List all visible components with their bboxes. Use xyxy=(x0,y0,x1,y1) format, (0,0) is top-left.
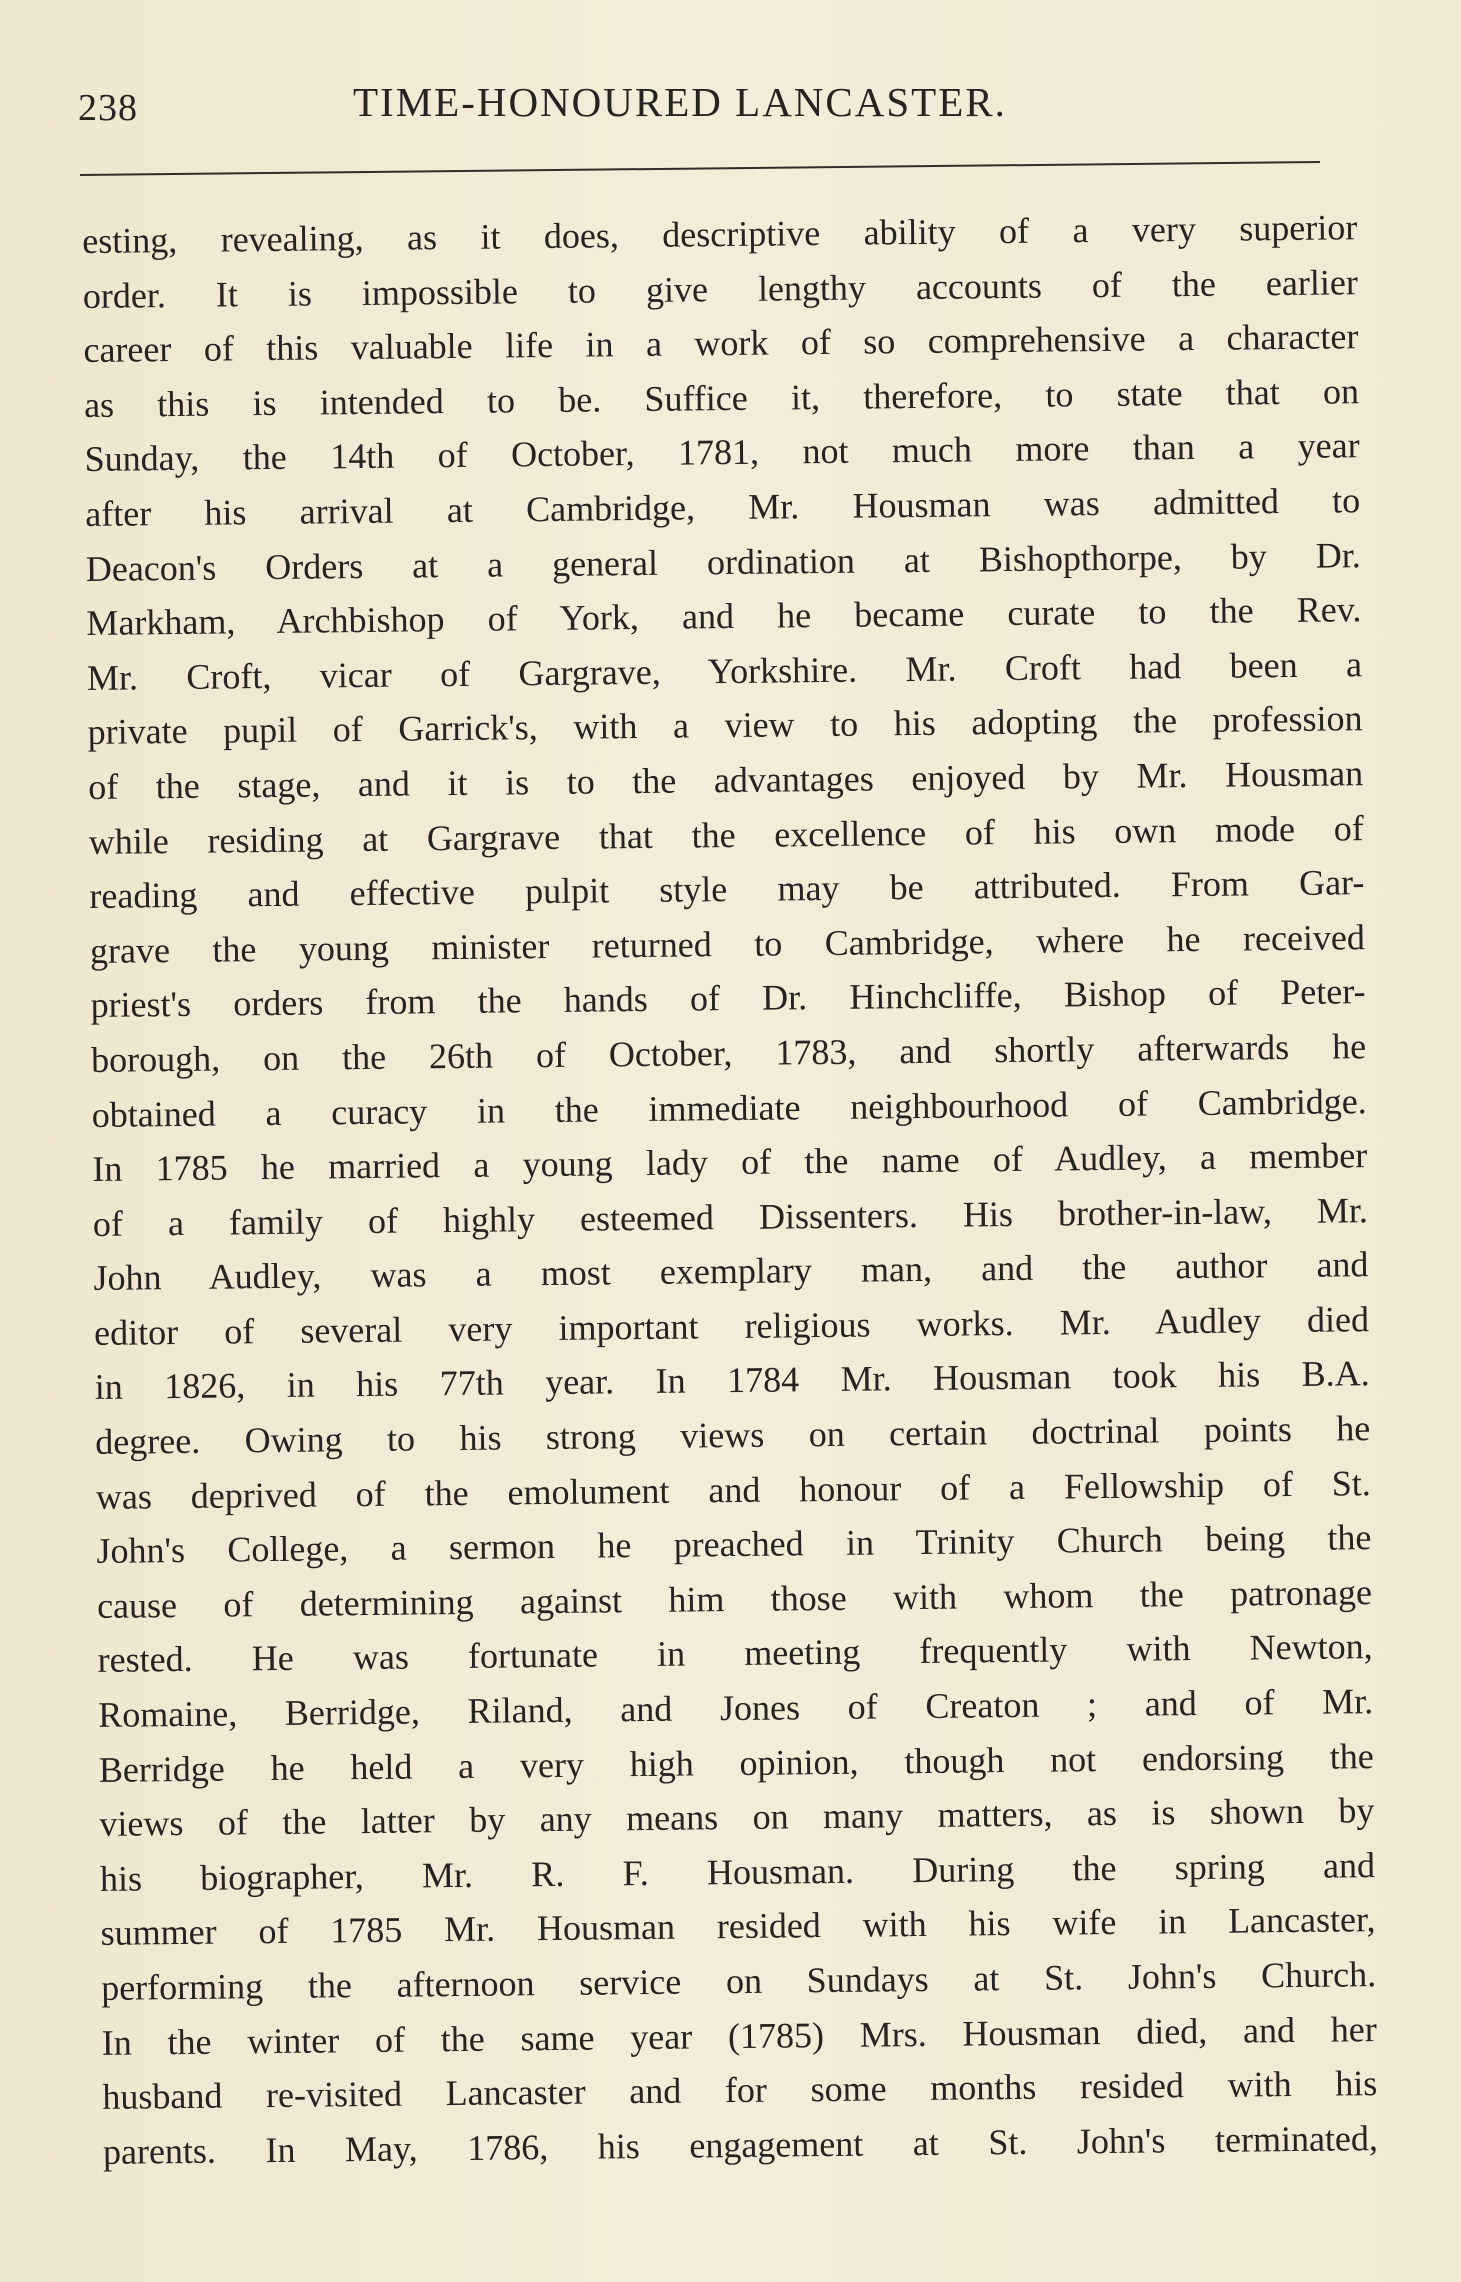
page-number: 238 xyxy=(78,87,138,129)
text-line: In 1785 he married a young lady of the name of Audley, a member xyxy=(92,1135,1368,1190)
running-title: TIME-HONOURED LANCASTER. xyxy=(353,79,1007,125)
text-line: as this is intended to be. Suffice it, therefore, to state that on xyxy=(83,370,1360,425)
text-line: grave the young minister returned to Cambridge, where he received xyxy=(89,916,1366,971)
text-line: reading and effective pulpit style may be attributed. From Gar- xyxy=(89,862,1365,917)
text-line: career of this valuable life in a work of so comprehensive a character xyxy=(83,316,1359,371)
text-line: John Audley, was a most exemplary man, and the author and xyxy=(93,1244,1369,1299)
body-text xyxy=(82,200,1378,2179)
text-line: obtained a curacy in the immediate neighbourhood of Cambridge. xyxy=(91,1080,1367,1135)
text-line: views of the latter by any means on many matters, as is shown by xyxy=(99,1790,1375,1845)
text-line: after his arrival at Cambridge, Mr. Housman was admitted to xyxy=(85,480,1361,534)
text-line: order. It is impossible to give lengthy accounts of the earlier xyxy=(82,261,1359,316)
text-line: cause of determining against him those with whom the patronage xyxy=(96,1571,1373,1626)
text-line: performing the afternoon service on Sundays at St. John's Church. xyxy=(100,1954,1377,2008)
text-line: private pupil of Garrick's, with a view to his adopting the profession xyxy=(87,698,1363,753)
text-line: Romaine, Berridge, Riland, and Jones of Creaton ; and of Mr. xyxy=(98,1681,1374,1735)
text-line: of the stage, and it is to the advantages enjoyed by Mr. Housman xyxy=(87,753,1364,807)
page-header xyxy=(78,68,1338,138)
text-line: borough, on the 26th of October, 1783, and shortly afterwards he xyxy=(90,1026,1367,1080)
text-line: of a family of highly esteemed Dissenters. His brother-in-law, Mr. xyxy=(92,1189,1369,1244)
text-line: Deacon's Orders at a general ordination at Bishopthorpe, by Dr. xyxy=(85,534,1361,589)
text-line: Sunday, the 14th of October, 1781, not much more than a year xyxy=(84,425,1360,480)
text-line: John's College, a sermon he preached in Trinity Church being the xyxy=(96,1517,1372,1572)
text-line: Mr. Croft, vicar of Gargrave, Yorkshire. Mr. Croft had been a xyxy=(86,643,1363,698)
text-line: esting, revealing, as it does, descriptive ability of a very superior xyxy=(82,207,1358,261)
text-line: his biographer, Mr. R. F. Housman. During the spring and xyxy=(99,1844,1376,1899)
text-line: was deprived of the emolument and honour of a Fellowship of St. xyxy=(95,1462,1372,1517)
text-line: in 1826, in his 77th year. In 1784 Mr. Housman took his B.A. xyxy=(94,1353,1370,1408)
text-line: husband re-visited Lancaster and for some months resided with his xyxy=(102,2063,1378,2118)
text-line: priest's orders from the hands of Dr. Hinchcliffe, Bishop of Peter- xyxy=(90,971,1366,1026)
text-line: Markham, Archbishop of York, and he became curate to the Rev. xyxy=(86,589,1362,644)
header-rule xyxy=(80,161,1320,176)
text-line: In the winter of the same year (1785) Mrs. Housman died, and her xyxy=(101,2008,1377,2063)
text-line: rested. He was fortunate in meeting frequently with Newton, xyxy=(97,1626,1373,1681)
text-line: degree. Owing to his strong views on certain doctrinal points he xyxy=(95,1408,1371,1462)
text-line: Berridge he held a very high opinion, though not endorsing the xyxy=(98,1735,1374,1790)
text-line: summer of 1785 Mr. Housman resided with his wife in Lancaster, xyxy=(100,1899,1376,1954)
text-line: while residing at Gargrave that the excellence of his own mode of xyxy=(88,807,1364,862)
text-line: editor of several very important religious works. Mr. Audley died xyxy=(93,1299,1370,1353)
text-line: parents. In May, 1786, his engagement at St. John's terminated, xyxy=(102,2117,1379,2172)
